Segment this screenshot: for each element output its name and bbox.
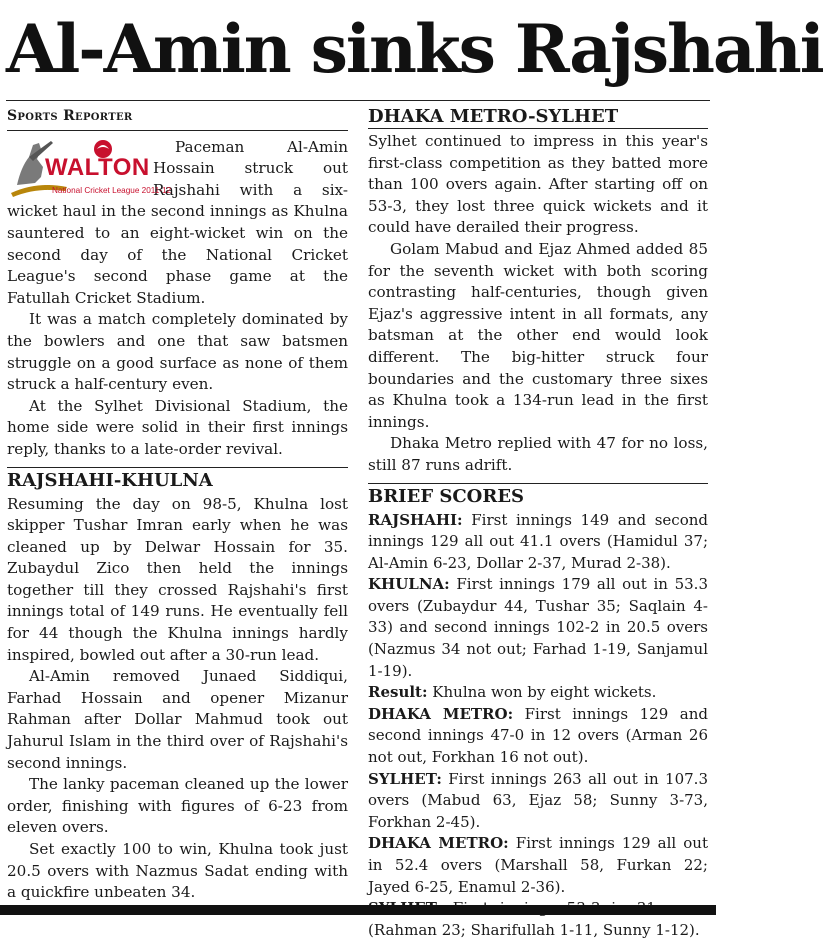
rk-paragraph-1: Resuming the day on 98-5, Khulna lost skipper Tushar Imran early when he was cleaned up by Delwar Hossain for 35. Zubaydul Zico then held the innings together till they crossed Rajshahi's first innings total of 149 runs. He eventually fell for 44 though the Khulna innings hardly inspired, bowled out after a 30-run lead. (7, 494, 348, 664)
score-team: RAJSHAHI: (368, 510, 463, 529)
score-entry (368, 704, 708, 769)
intro-paragraph-1: Paceman Al-Amin Hossain struck out Rajshahi with a six-wicket haul in the second innings as Khulna sauntered to an eight-wicket win on the second day of the National Cricket League's second phase game at the Fatullah Cricket Stadium. (7, 137, 348, 307)
score-text: First innings 129 and second innings 47-0 in 12 overs (Arman 26 not out, Forkhan 16 not out). (368, 704, 708, 767)
walton-ncl-logo (7, 137, 172, 199)
headline: Al-Amin sinks Rajshahi (6, 10, 823, 88)
section-heading-brief-scores: BRIEF SCORES (368, 483, 708, 508)
logo-superscript: 13 (43, 182, 52, 192)
rk-paragraph-2: Al-Amin removed Junaed Siddiqui, Farhad Hossain and opener Mizanur Rahman after Dollar Mahmud took out Jahurul Islam in the third over of Rajshahi's second innings. (7, 667, 348, 772)
bottom-bar (0, 905, 716, 915)
score-text: First innings 179 all out in 53.3 overs (Zubaydur 44, Tushar 35; Saqlain 4-33) and second innings 102-2 in 20.5 overs (Nazmus 34 not out; Farhad 1-19, Sanjamul 1-19). (368, 575, 708, 680)
section-heading-rajshahi-khulna: RAJSHAHI-KHULNA (7, 467, 348, 492)
score-entry (368, 769, 708, 834)
score-text: First innings 149 and second innings 129 all out 41.1 overs (Hamidul 37; Al-Amin 6-23, Dollar 2-37, Murad 2-38). (368, 510, 708, 572)
batsman-silhouette-icon (7, 137, 172, 199)
dms-paragraph-2: Golam Mabud and Ejaz Ahmed added 85 for the seventh wicket with both scoring contrasting half-centuries, though given Ejaz's aggressive intent in all formats, any batsman at the other end would look different. The big-hitter struck four boundaries and the customary three sixes as Khulna took a 134-run lead in the first innings. (368, 239, 708, 431)
score-text: (Rahman 23; Sharifullah 1-11, Sunny 1-12). (368, 920, 700, 939)
rk-paragraph-3: The lanky paceman cleaned up the lower order, finishing with figures of 6-23 from eleven overs. (7, 775, 348, 837)
score-team: SYLHET: (368, 769, 442, 788)
intro-paragraph-2: It was a match completely dominated by the bowlers and one that saw batsmen struggle on a good surface as none of them struck a half-century even. (7, 310, 348, 394)
headline-rule (6, 100, 710, 101)
score-entry (368, 833, 708, 898)
dms-paragraph-1: Sylhet continued to impress in this year's first-class competition as they batted more than 100 overs again. After starting off on 53-3, they lost three quick wickets and it could have derailed their progress. (368, 132, 708, 237)
score-team: KHULNA: (368, 575, 450, 594)
right-column (368, 104, 708, 941)
score-team: DHAKA METRO: (368, 834, 509, 853)
rk-paragraph-4: Set exactly 100 to win, Khulna took just 20.5 overs with Nazmus Sadat ending with a quickfire unbeaten 34. (7, 840, 348, 902)
score-entry (368, 574, 708, 682)
section-heading-dhaka-metro-sylhet: DHAKA METRO-SYLHET (368, 104, 708, 129)
logo-tagline: National Cricket League 2011-12 (52, 185, 172, 195)
left-column (7, 104, 348, 904)
score-entry (368, 682, 708, 704)
score-text: First innings 263 all out in 107.3 overs (Mabud 63, Ejaz 58; Sunny 3-73, Forkhan 2-45). (368, 769, 708, 831)
dms-paragraph-3: Dhaka Metro replied with 47 for no loss, still 87 runs adrift. (368, 434, 708, 474)
intro-paragraph-3: At the Sylhet Divisional Stadium, the home side were solid in their first innings reply, thanks to a late-order revival. (7, 396, 348, 458)
logo-brand-text: WALTON (45, 153, 150, 181)
score-entry (368, 510, 708, 575)
score-text: First innings 129 all out in 52.4 overs (Marshall 58, Furkan 22; Jayed 6-25, Enamul 2-36). (368, 834, 708, 896)
score-text: Khulna won by eight wickets. (427, 683, 657, 702)
score-team: Result: (368, 683, 428, 702)
byline: Sports Reporter (7, 104, 348, 131)
score-team: DHAKA METRO: (368, 704, 514, 723)
